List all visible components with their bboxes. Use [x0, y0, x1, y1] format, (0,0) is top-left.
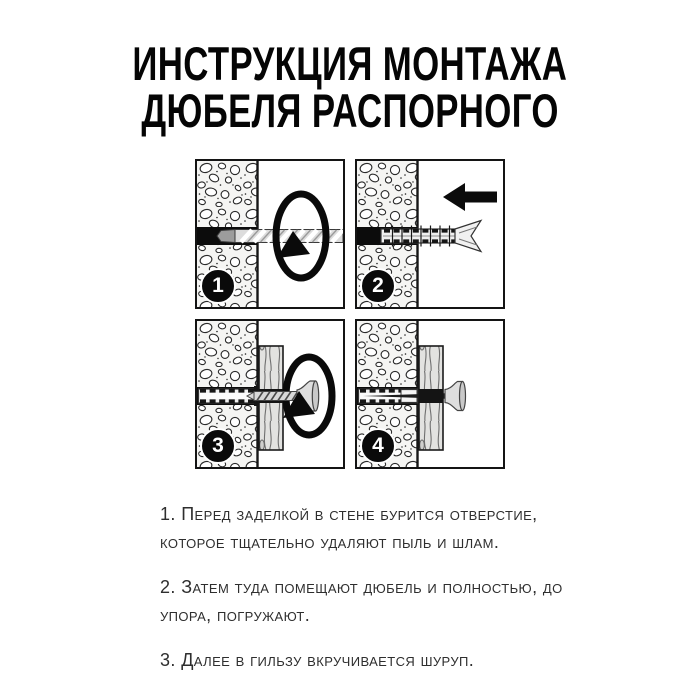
step-badge-2: 2	[360, 268, 396, 304]
panel-step-3-drive-screw	[195, 319, 345, 469]
instruction-item-1: 1. Перед заделкой в стене бурится отверстие, которое тщательно удаляют пыль и шлам.	[160, 504, 538, 552]
page-title	[0, 0, 700, 135]
step-badge-1: 1	[200, 268, 236, 304]
panel-step-4-finished	[355, 319, 505, 469]
plank-hole	[419, 389, 443, 403]
page-title-line-1: ИНСТРУКЦИЯ МОНТАЖА	[132, 37, 568, 90]
instruction-item-3: 3. Далее в гильзу вкручивается шуруп.	[160, 650, 475, 670]
instruction-item-2: 2. Затем туда помещают дюбель и полностью, до упора, погружают.	[160, 577, 563, 625]
step-badge-4: 4	[360, 428, 396, 464]
panel-step-2-insert-dowel	[355, 159, 505, 309]
steps-grid	[195, 159, 505, 469]
panel-step-1-drilling	[195, 159, 345, 309]
step-badge-3: 3	[200, 428, 236, 464]
instructions-list	[160, 500, 584, 674]
page-title-line-2: ДЮБЕЛЯ РАСПОРНОГО	[141, 84, 559, 137]
